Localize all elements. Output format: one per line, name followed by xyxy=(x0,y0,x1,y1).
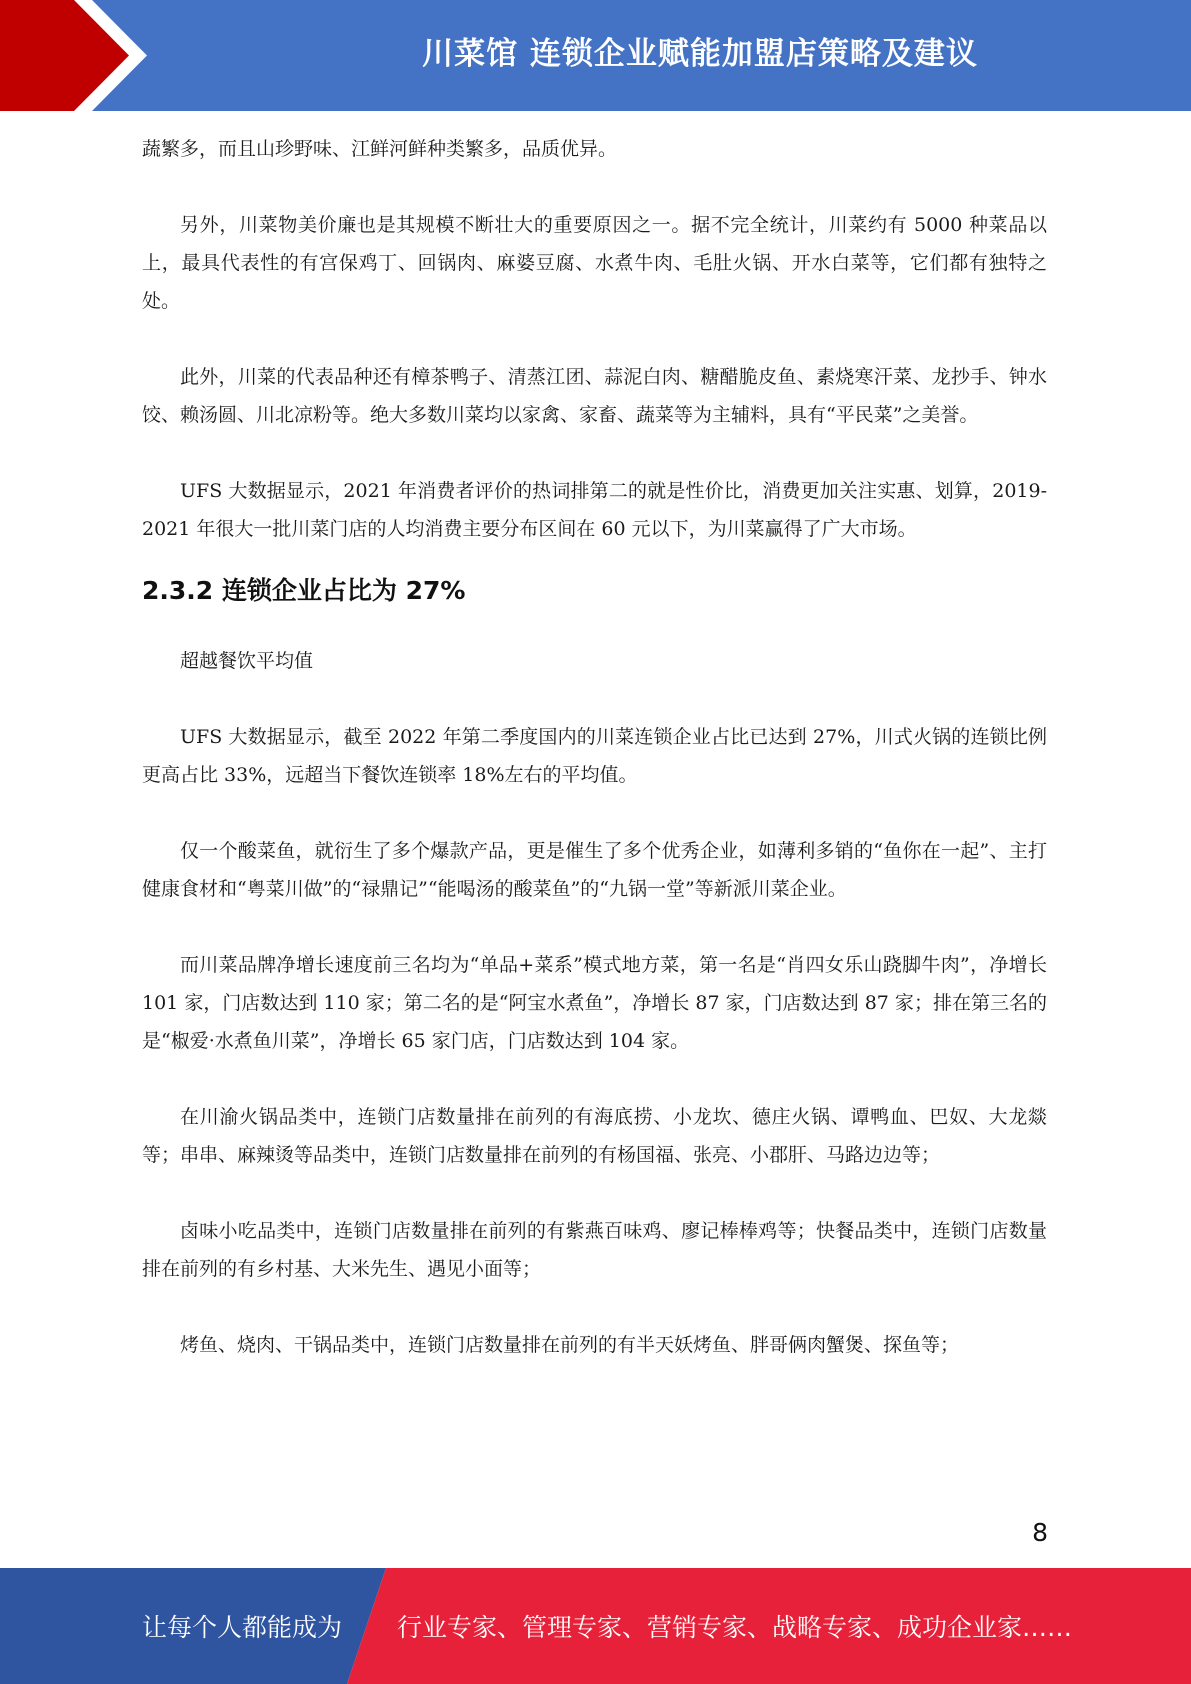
paragraph: 蔬繁多，而且山珍野味、江鲜河鲜种类繁多，品质优异。 xyxy=(142,138,618,160)
header-title: 川菜馆 连锁企业赋能加盟店策略及建议 xyxy=(422,35,978,72)
footer-slogan-left: 让每个人都能成为 xyxy=(142,1613,343,1642)
document-body xyxy=(142,130,1047,1402)
page-footer xyxy=(0,1568,1191,1684)
header-red-arrow xyxy=(0,0,160,111)
paragraph: 另外，川菜物美价廉也是其规模不断壮大的重要原因之一。据不完全统计，川菜约有 5000 种菜品以上，最具代表性的有宫保鸡丁、回锅肉、麻婆豆腐、水煮牛肉、毛肚火锅、开水白菜等，它们都有独特之处。 xyxy=(142,214,1047,312)
footer-slogan-right: 行业专家、管理专家、营销专家、战略专家、成功企业家…… xyxy=(397,1613,1073,1642)
paragraph: 卤味小吃品类中，连锁门店数量排在前列的有紫燕百味鸡、廖记棒棒鸡等；快餐品类中，连锁门店数量排在前列的有乡村基、大米先生、遇见小面等； xyxy=(142,1220,1047,1280)
paragraph: 仅一个酸菜鱼，就衍生了多个爆款产品，更是催生了多个优秀企业，如薄利多销的“鱼你在一起”、主打健康食材和“粤菜川做”的“禄鼎记”“能喝汤的酸菜鱼”的“九锅一堂”等新派川菜企业。 xyxy=(142,840,1047,900)
paragraph: UFS 大数据显示，2021 年消费者评价的热词排第二的就是性价比，消费更加关注实惠、划算，2019-2021 年很大一批川菜门店的人均消费主要分布区间在 60 元以下，为川菜赢得了广大市场。 xyxy=(142,480,1047,540)
section-heading: 2.3.2 连锁企业占比为 27% xyxy=(142,576,466,605)
paragraph: 在川渝火锅品类中，连锁门店数量排在前列的有海底捞、小龙坎、德庄火锅、谭鸭血、巴奴、大龙燚等；串串、麻辣烫等品类中，连锁门店数量排在前列的有杨国福、张亮、小郡肝、马路边边等； xyxy=(142,1106,1047,1166)
paragraph: 此外，川菜的代表品种还有樟茶鸭子、清蒸江团、蒜泥白肉、糖醋脆皮鱼、素烧寒汗菜、龙抄手、钟水饺、赖汤圆、川北凉粉等。绝大多数川菜均以家禽、家畜、蔬菜等为主辅料，具有“平民菜”之美誉。 xyxy=(142,366,1047,426)
paragraph: 烤鱼、烧肉、干锅品类中，连锁门店数量排在前列的有半天妖烤鱼、胖哥俩肉蟹煲、探鱼等； xyxy=(180,1334,960,1356)
paragraph: UFS 大数据显示，截至 2022 年第二季度国内的川菜连锁企业占比已达到 27%，川式火锅的连锁比例更高占比 33%，远超当下餐饮连锁率 18%左右的平均值。 xyxy=(142,726,1047,786)
paragraph: 超越餐饮平均值 xyxy=(180,650,314,672)
page-header xyxy=(0,0,1191,111)
page-number: 8 xyxy=(1032,1518,1048,1547)
paragraph: 而川菜品牌净增长速度前三名均为“单品+菜系”模式地方菜，第一名是“肖四女乐山跷脚牛肉”，净增长 101 家，门店数达到 110 家；第二名的是“阿宝水煮鱼”，净增长 87 家，门店数达到 87 家；排在第三名的是“椒爱·水煮鱼川菜”，净增长 65 家门店，门店数达到 104 家。 xyxy=(142,954,1047,1052)
